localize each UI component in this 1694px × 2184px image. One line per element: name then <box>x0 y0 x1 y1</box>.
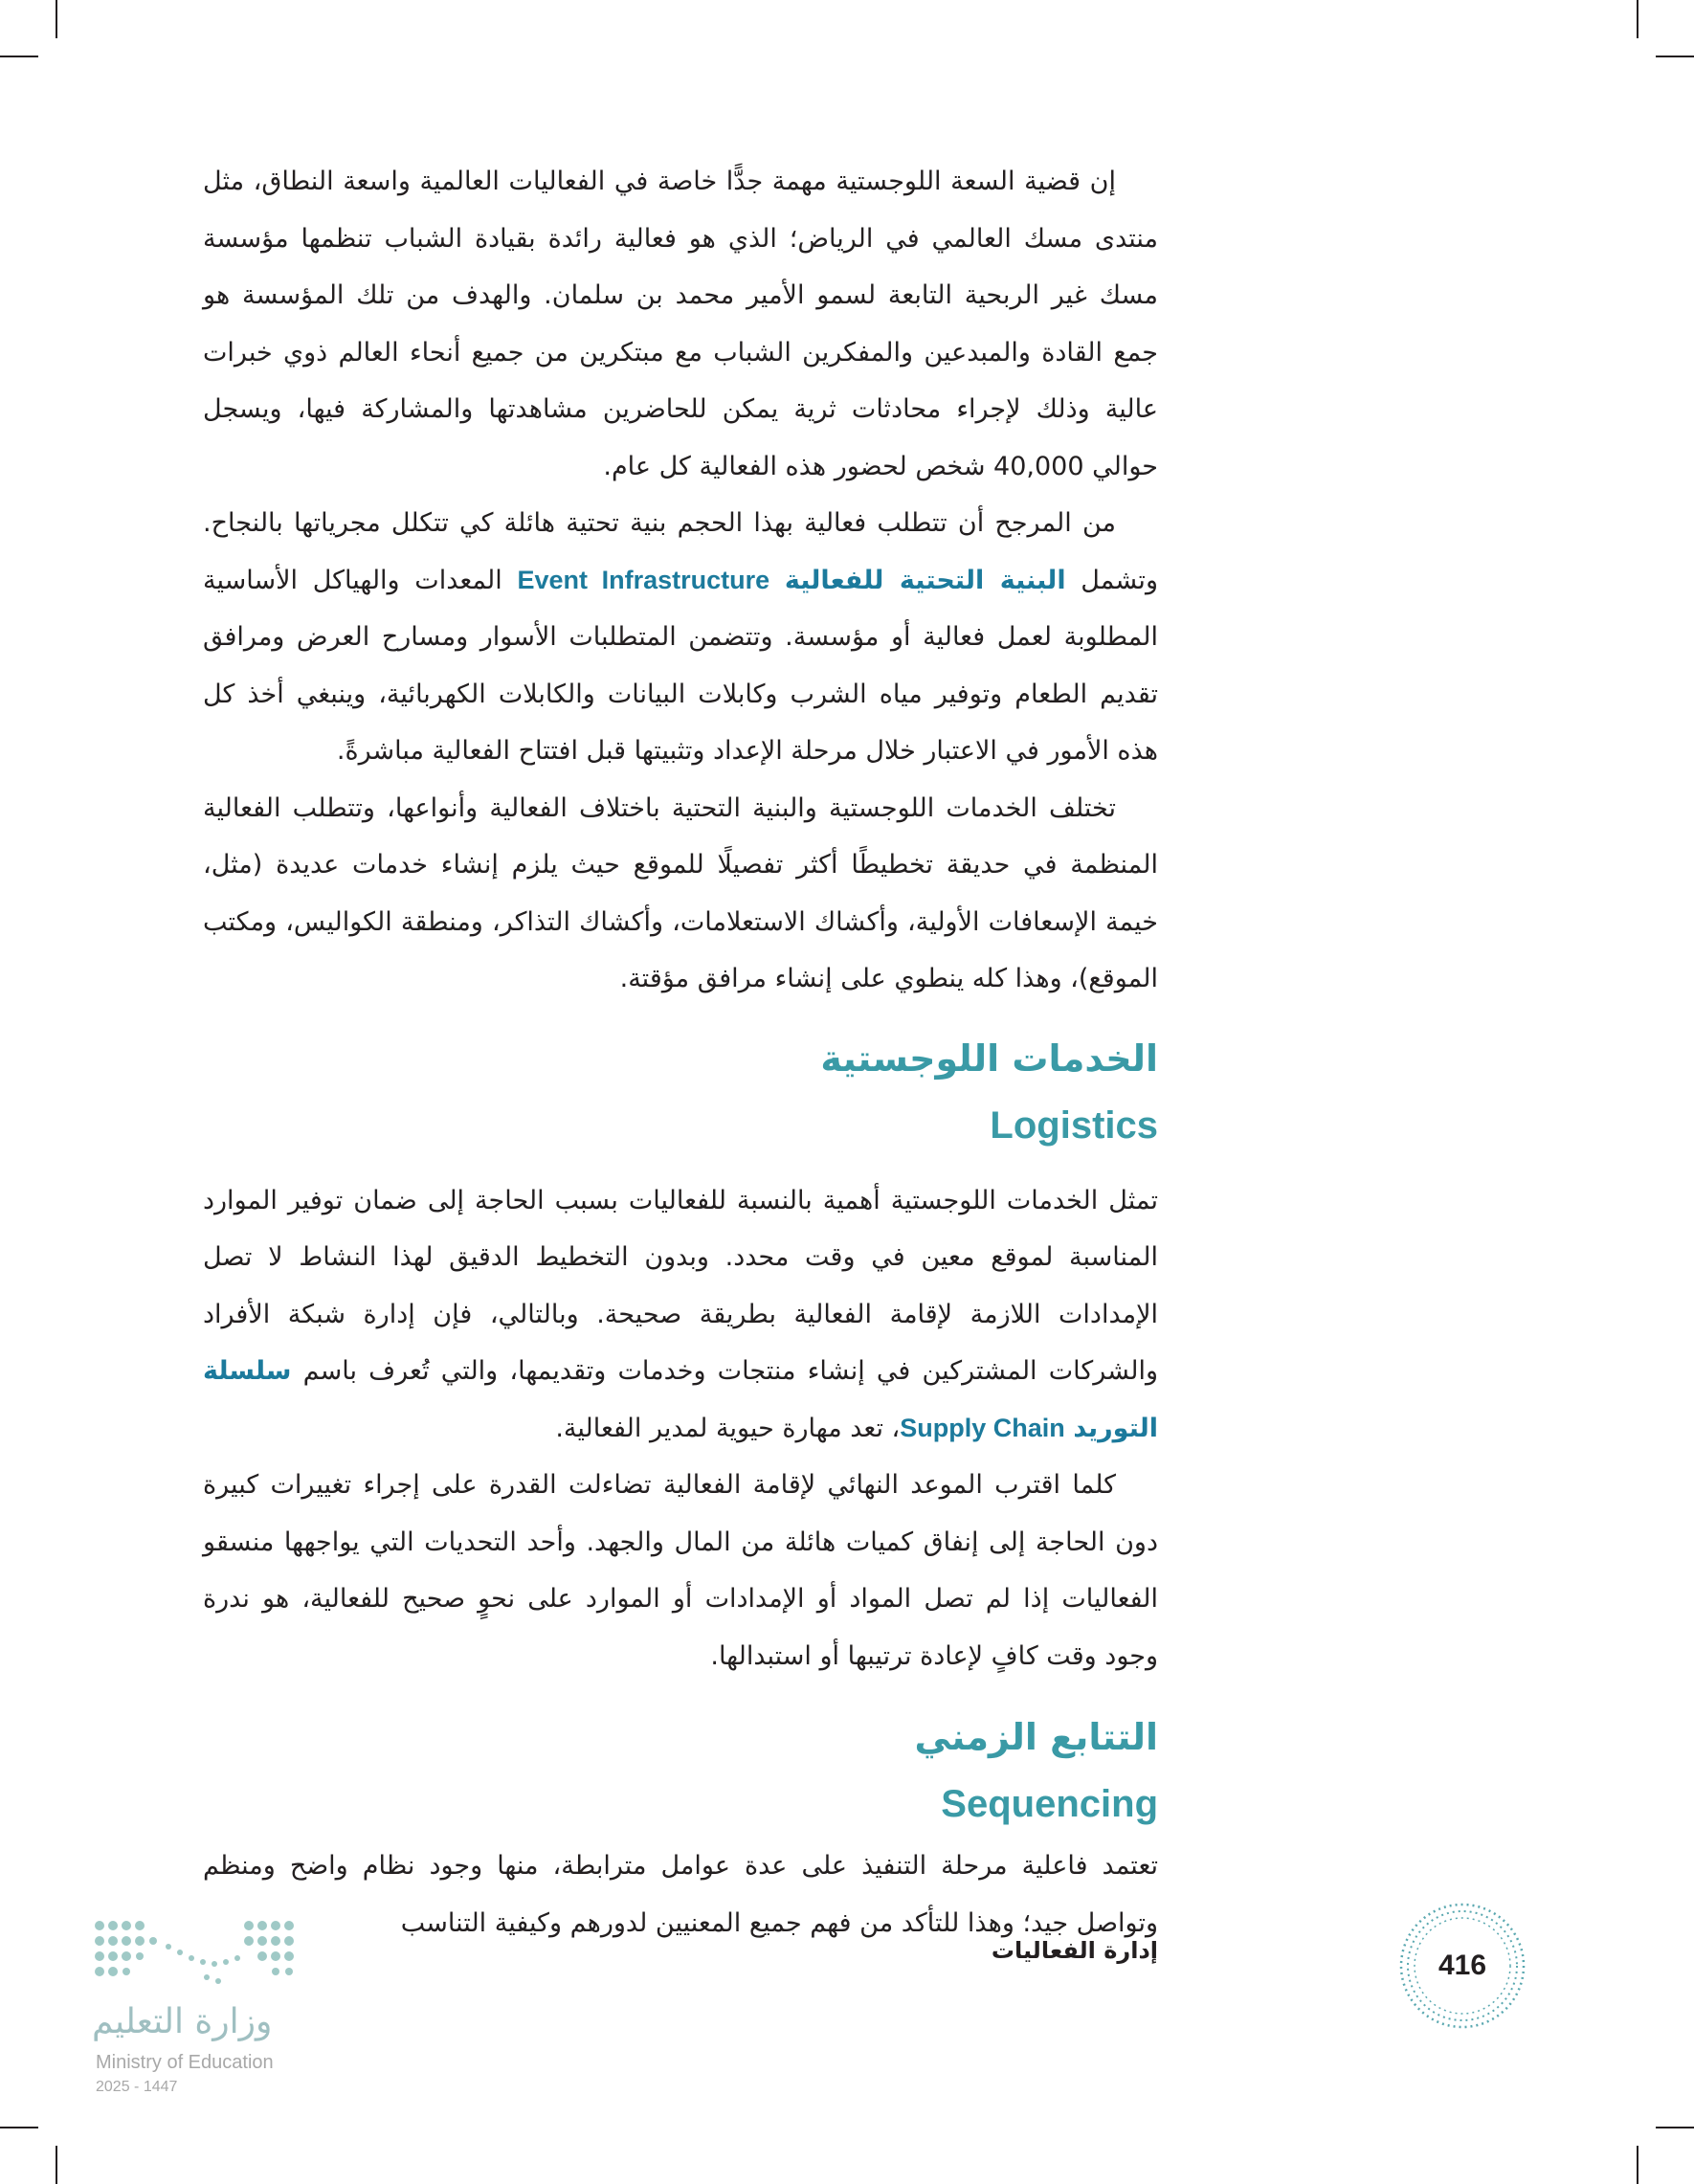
paragraph-services: تختلف الخدمات اللوجستية والبنية التحتية باختلاف الفعالية وأنواعها، وتتطلب الفعالية المنظمة في حديقة تخطيطًا أكثر تفصيلًا للموقع حيث يلزم إنشاء خدمات عديدة (مثل، خيمة الإسعافات الأولية، وأكشاك الاستعلامات، وأكشاك التذاكر، ومنطقة الكواليس، ومكتب الموقع)، وهذا كله ينطوي على إنشاء مرافق مؤقتة. <box>203 792 1158 993</box>
crop-mark <box>1637 0 1638 38</box>
text-segment: من المرجح أن تتطلب فعالية بهذا الحجم بنية تحتية هائلة كي تتكلل مجرياتها بالنجاح. وتشمل <box>203 508 1158 595</box>
page-number: 416 <box>1438 1950 1487 1981</box>
heading-logistics-en: Logistics <box>990 1103 1158 1147</box>
heading-sequencing-ar: التتابع الزمني <box>914 1716 1158 1758</box>
term-supply-chain-ar: سلسلة التوريد <box>203 1356 1158 1443</box>
crop-mark <box>1656 2127 1694 2128</box>
crop-mark <box>1656 56 1694 57</box>
paragraph-logistics-2: كلما اقترب الموعد النهائي لإقامة الفعالية تضاءلت القدرة على إجراء تغييرات كبيرة دون الحاجة إلى إنفاق كميات هائلة من المال والجهد. وأحد التحديات التي يواجهها منسقو الفعاليات إذا لم تصل المواد أو الإمدادات أو الموارد على نحوٍ صحيح للفعالية، هو ندرة وجود وقت كافٍ لإعادة ترتيبها أو استبدالها. <box>203 1470 1158 1671</box>
crop-mark <box>0 2127 38 2128</box>
crop-mark <box>0 56 38 57</box>
crop-mark <box>1637 2146 1638 2184</box>
term-event-infrastructure-en: Event Infrastructure <box>517 565 770 594</box>
paragraph-infrastructure <box>203 495 1158 780</box>
paragraph-logistics-1 <box>203 1172 1158 1458</box>
term-supply-chain-en: Supply Chain <box>900 1413 1065 1442</box>
term-event-infrastructure-ar: البنية التحتية للفعالية <box>784 565 1066 595</box>
page-body <box>203 153 1158 1951</box>
paragraph-intro: إن قضية السعة اللوجستية مهمة جدًّا خاصة في الفعاليات العالمية واسعة النطاق، مثل منتدى مسك العالمي في الرياض؛ الذي هو فعالية رائدة بقيادة الشباب تنظمها مؤسسة مسك غير الربحية التابعة لسمو الأمير محمد بن سلمان. والهدف من تلك المؤسسة هو جمع القادة والمبدعين والمفكرين الشباب مع مبتكرين من جميع أنحاء العالم ذوي خبرات عالية وذلك لإجراء محادثات ثرية يمكن للحاضرين مشاهدتها والمشاركة فيها، ويسجل حوالي 40,000 شخص لحضور هذه الفعالية كل عام. <box>203 167 1158 481</box>
ministry-name-en: Ministry of Education <box>96 2052 274 2073</box>
page-number-badge <box>1395 1899 1529 2033</box>
crop-mark <box>56 2146 57 2184</box>
text-segment: المعدات والهياكل الأساسية المطلوبة لعمل فعالية أو مؤسسة. وتتضمن المتطلبات الأسوار ومسارح العرض ومرافق تقديم الطعام وتوفير مياه الشرب وكابلات البيانات والكابلات الكهربائية، وينبغي أخذ كل هذه الأمور في الاعتبار خلال مرحلة الإعداد وتثبيتها قبل افتتاح الفعالية مباشرةً. <box>203 565 1158 766</box>
ministry-year: 2025 - 1447 <box>96 2079 178 2095</box>
book-title: إدارة الفعاليات <box>991 1937 1158 1964</box>
heading-logistics-ar: الخدمات اللوجستية <box>820 1036 1158 1080</box>
text-segment: تمثل الخدمات اللوجستية أهمية بالنسبة للفعاليات بسبب الحاجة إلى ضمان توفير الموارد المناسبة لموقع معين في وقت محدد. وبدون التخطيط الدقيق لهذا النشاط لا تصل الإمدادات اللازمة لإقامة الفعالية بطريقة صحيحة. وبالتالي، فإن إدارة شبكة الأفراد والشركات المشتركين في إنشاء منتجات وخدمات وتقديمها، والتي تُعرف باسم <box>203 1185 1158 1386</box>
ministry-logo-icon <box>92 1918 302 1995</box>
paragraph-sequencing: تعتمد فاعلية مرحلة التنفيذ على عدة عوامل مترابطة، منها وجود نظام واضح ومنظم وتواصل جيد؛ وهذا للتأكد من فهم جميع المعنيين لدورهم وكيفية التناسب <box>203 1851 1158 1938</box>
text-segment: ، تعد مهارة حيوية لمدير الفعالية. <box>555 1413 901 1443</box>
heading-sequencing-en: Sequencing <box>941 1783 1158 1825</box>
ministry-name-ar: وزارة التعليم <box>92 2002 273 2041</box>
crop-mark <box>56 0 57 38</box>
